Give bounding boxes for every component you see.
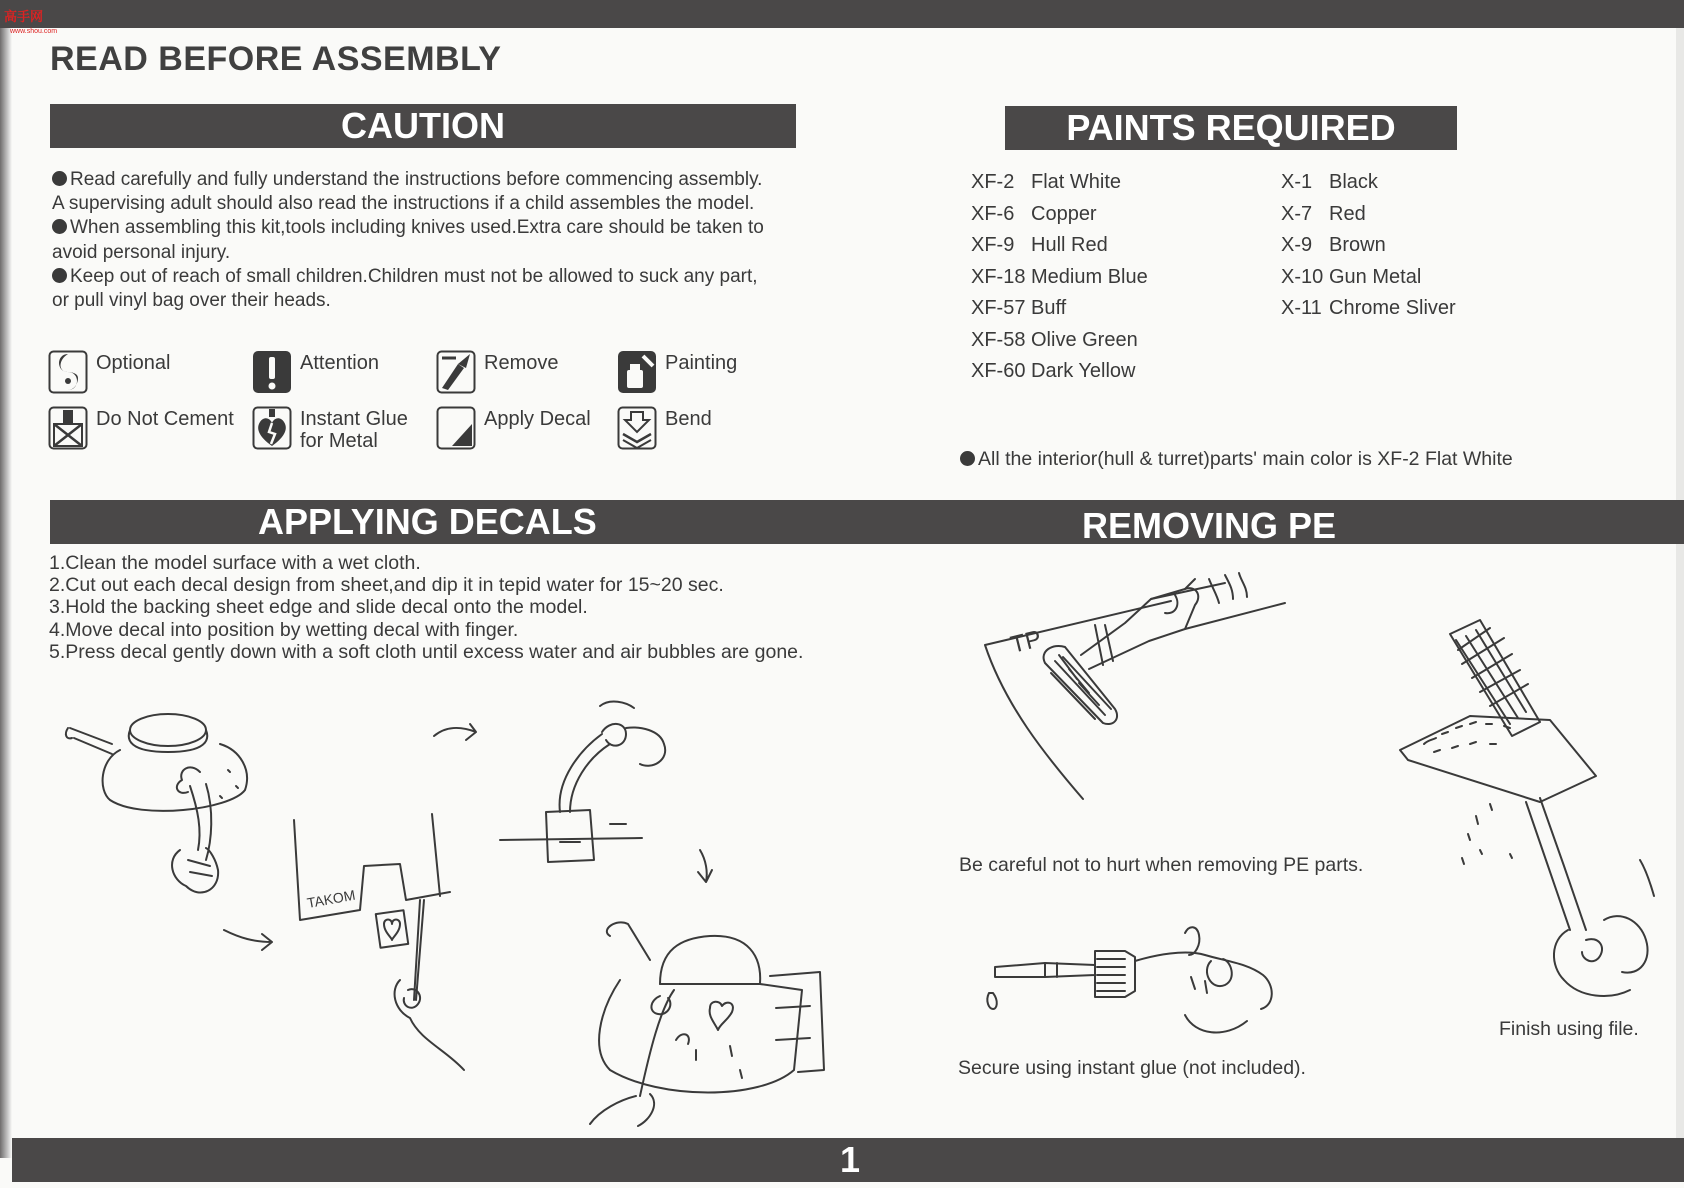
paint-row: XF-57 Buff — [971, 297, 1067, 319]
legend-apply-decal — [436, 406, 591, 452]
pe-file-caption: Finish using file. — [1499, 1018, 1639, 1040]
decal-sheet-label: TAKOM — [305, 886, 357, 911]
caution-band — [50, 104, 796, 148]
legend-label: Bend — [665, 408, 712, 430]
legend-label: Attention — [300, 352, 379, 374]
bullet-icon — [52, 268, 67, 283]
caution-line: avoid personal injury. — [52, 241, 231, 263]
watermark-site: www.shou.com — [10, 28, 58, 35]
instant-glue-illustration — [985, 915, 1305, 1045]
paint-row: X-9 Brown — [1281, 234, 1386, 256]
bullet-icon — [52, 171, 67, 186]
paint-row: X-11 Chrome Sliver — [1281, 297, 1456, 319]
top-border-band — [0, 0, 1684, 28]
paint-row: XF-6 Copper — [971, 202, 1097, 225]
decals-heading: APPLYING DECALS — [258, 501, 597, 542]
legend-painting — [617, 350, 737, 396]
watermark-logo: 高手网 — [4, 9, 44, 24]
paints-list-x — [1281, 167, 1456, 325]
paint-row: X-1 Black — [1281, 171, 1378, 193]
caution-line: or pull vinyl bag over their heads. — [52, 290, 331, 312]
paint-row: XF-60 Dark Yellow — [971, 360, 1136, 382]
pe-glue-caption: Secure using instant glue (not included). — [958, 1057, 1306, 1079]
page-title: READ BEFORE ASSEMBLY — [50, 40, 502, 78]
painting-icon — [617, 350, 657, 394]
legend-instant-glue — [252, 406, 408, 452]
decal-step: 4.Move decal into position by wetting decal with finger. — [49, 618, 519, 641]
legend-do-not-cement — [48, 406, 234, 452]
legend-label: Painting — [665, 352, 738, 374]
decal-step: 5.Press decal gently down with a soft cloth until excess water and air bubbles are gone. — [49, 640, 804, 663]
decal-step: 1.Clean the model surface with a wet cloth. — [49, 552, 421, 574]
page-number: 1 — [839, 1139, 861, 1180]
do-not-cement-icon — [48, 406, 88, 450]
paints-list-xf — [971, 167, 1148, 388]
caution-line: A supervising adult should also read the instructions if a child assembles the model. — [52, 193, 755, 215]
paint-row: XF-2 Flat White — [971, 171, 1122, 193]
caution-heading: CAUTION — [341, 105, 505, 146]
decal-sheet-cutting-illustration — [290, 800, 450, 1070]
apply-decal-icon — [436, 406, 476, 450]
page-edge-left — [0, 28, 12, 1158]
caution-text — [52, 168, 852, 313]
bend-icon — [617, 406, 657, 450]
decal-steps — [49, 552, 803, 663]
instant-glue-icon — [252, 406, 292, 450]
turret-cleaning-illustration — [60, 700, 260, 930]
paint-row: X-7 Red — [1281, 202, 1366, 225]
pe-part-label: TP — [1007, 625, 1045, 659]
caution-line: Read carefully and fully understand the instructions before commencing assembly. — [52, 168, 852, 192]
legend-label: Optional — [96, 352, 171, 374]
paint-row: XF-9 Hull Red — [971, 234, 1108, 256]
bullet-icon — [52, 219, 67, 234]
pe-removal-illustration — [985, 585, 1295, 805]
remove-icon — [436, 350, 476, 394]
arrow-right-icon — [220, 920, 280, 960]
caution-line: Keep out of reach of small children.Children must not be allowed to suck any part, — [52, 265, 852, 289]
paint-row: X-10 Gun Metal — [1281, 265, 1422, 288]
interior-color-note: All the interior(hull & turret)parts' main color is XF-2 Flat White — [960, 448, 1513, 471]
legend-label: Do Not Cement — [96, 408, 234, 430]
pe-heading: REMOVING PE — [1082, 505, 1337, 546]
legend-optional — [48, 350, 171, 396]
decal-dipping-illustration — [430, 700, 700, 920]
legend-remove — [436, 350, 558, 396]
legend-label: Instant Glue for Metal — [300, 408, 408, 452]
paints-heading: PAINTS REQUIRED — [1066, 107, 1396, 148]
attention-icon — [252, 350, 292, 394]
legend-bend — [617, 406, 712, 452]
turret-decal-applied-illustration — [580, 900, 840, 1130]
decals-pe-band — [50, 500, 1684, 544]
legend-label: Remove — [484, 352, 559, 374]
paint-row: XF-58 Olive Green — [971, 328, 1138, 351]
decal-step: 2.Cut out each decal design from sheet,and dip it in tepid water for 15~20 sec. — [49, 574, 724, 597]
optional-icon — [48, 350, 88, 394]
pe-remove-caption: Be careful not to hurt when removing PE parts. — [959, 854, 1364, 876]
legend-label: Apply Decal — [484, 408, 591, 430]
file-finishing-illustration — [1400, 620, 1680, 1000]
caution-line: When assembling this kit,tools including knives used.Extra care should be taken to — [52, 216, 852, 240]
paint-row: XF-18 Medium Blue — [971, 265, 1148, 288]
decal-step: 3.Hold the backing sheet edge and slide decal onto the model. — [49, 596, 588, 619]
bullet-icon — [960, 451, 975, 466]
legend-attention — [252, 350, 379, 396]
paints-band — [1005, 106, 1457, 150]
